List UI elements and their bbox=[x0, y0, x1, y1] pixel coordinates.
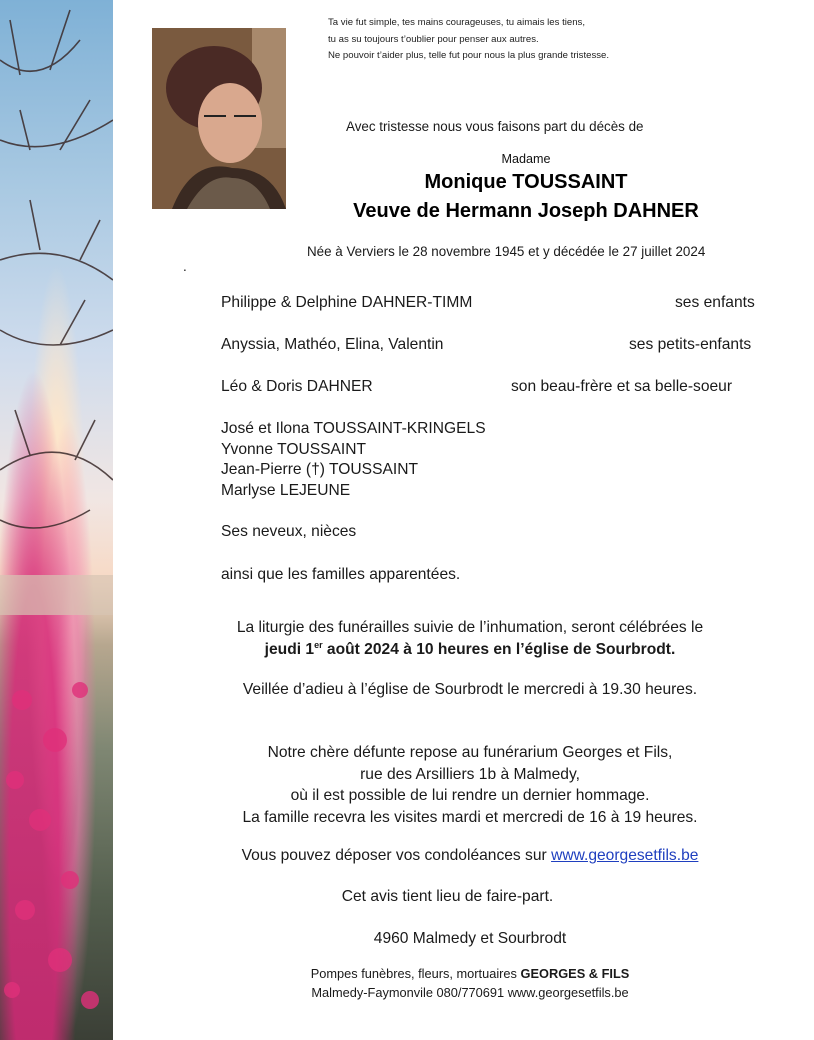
deceased-name: Monique TOUSSAINT bbox=[424, 171, 628, 193]
family-names: Philippe & Delphine DAHNER-TIMM bbox=[221, 294, 473, 311]
sibling-name: Marlyse LEJEUNE bbox=[221, 481, 351, 499]
relatives-line: ainsi que les familles apparentées. bbox=[221, 566, 461, 583]
funerarium-line: La famille recevra les visites mardi et mercredi de 16 à 19 heures. bbox=[242, 808, 698, 826]
poem-line: Ta vie fut simple, tes mains courageuses, tu aimais les tiens, bbox=[328, 17, 586, 28]
family-relation: ses enfants bbox=[675, 294, 755, 311]
condolences-link[interactable]: www.georgesetfils.be bbox=[551, 847, 699, 864]
funerarium-line: où il est possible de lui rendre un dernier hommage. bbox=[290, 787, 650, 804]
birth-death-line: Née à Verviers le 28 novembre 1945 et y décédée le 27 juillet 2024 bbox=[307, 244, 706, 259]
decorative-side-image bbox=[0, 0, 113, 1040]
condolences-text: Vous pouvez déposer vos condoléances sur bbox=[241, 847, 552, 864]
family-relation: ses petits-enfants bbox=[629, 336, 752, 353]
notice-line: Cet avis tient lieu de faire-part. bbox=[341, 888, 554, 905]
intro-text: Avec tristesse nous vous faisons part du décès de bbox=[346, 119, 644, 134]
liturgy-line-1: La liturgie des funérailles suivie de l’inhumation, seront célébrées le bbox=[236, 619, 704, 636]
liturgy-date-prefix: jeudi 1 bbox=[264, 641, 315, 659]
sibling-name: Yvonne TOUSSAINT bbox=[221, 440, 367, 458]
liturgy-date-sup: er bbox=[314, 640, 323, 650]
nephews-line: Ses neveux, nièces bbox=[221, 523, 357, 540]
siblings-list bbox=[221, 419, 486, 501]
footer-line-1 bbox=[170, 966, 770, 981]
funerarium-line: Notre chère défunte repose au funérarium Georges et Fils, bbox=[267, 744, 673, 761]
poem-line: tu as su toujours t’oublier pour penser aux autres. bbox=[328, 33, 539, 45]
stray-dot: . bbox=[183, 259, 187, 274]
poem-line: Ne pouvoir t’aider plus, telle fut pour nous la plus grande tristesse. bbox=[328, 50, 610, 61]
footer-services: Pompes funèbres, fleurs, mortuaires bbox=[310, 966, 521, 981]
footer-line-2: Malmedy-Faymonvile 080/770691 www.georgesetfils.be bbox=[311, 985, 629, 1000]
liturgy-line-2 bbox=[170, 640, 770, 659]
liturgy-date-suffix: août 2024 à 10 heures en l’église de Sourbrodt. bbox=[322, 641, 676, 659]
footer-brand: GEORGES & FILS bbox=[520, 966, 630, 981]
funerarium-block bbox=[170, 742, 770, 828]
sibling-name: Jean-Pierre (†) TOUSSAINT bbox=[221, 461, 419, 478]
title-madame: Madame bbox=[501, 152, 551, 166]
condolences-line bbox=[170, 847, 770, 865]
place-line: 4960 Malmedy et Sourbrodt bbox=[373, 930, 567, 947]
sibling-name: José et Ilona TOUSSAINT-KRINGELS bbox=[221, 420, 486, 437]
family-relation: son beau-frère et sa belle-soeur bbox=[511, 378, 733, 395]
vigil-line: Veillée d’adieu à l’église de Sourbrodt le mercredi à 19.30 heures. bbox=[242, 681, 698, 698]
family-names: Léo & Doris DAHNER bbox=[221, 378, 373, 395]
family-names: Anyssia, Mathéo, Elina, Valentin bbox=[221, 336, 444, 353]
poem bbox=[328, 15, 609, 65]
portrait-photo bbox=[152, 28, 286, 209]
widow-line: Veuve de Hermann Joseph DAHNER bbox=[353, 200, 699, 222]
funerarium-line: rue des Arsilliers 1b à Malmedy, bbox=[360, 765, 580, 783]
